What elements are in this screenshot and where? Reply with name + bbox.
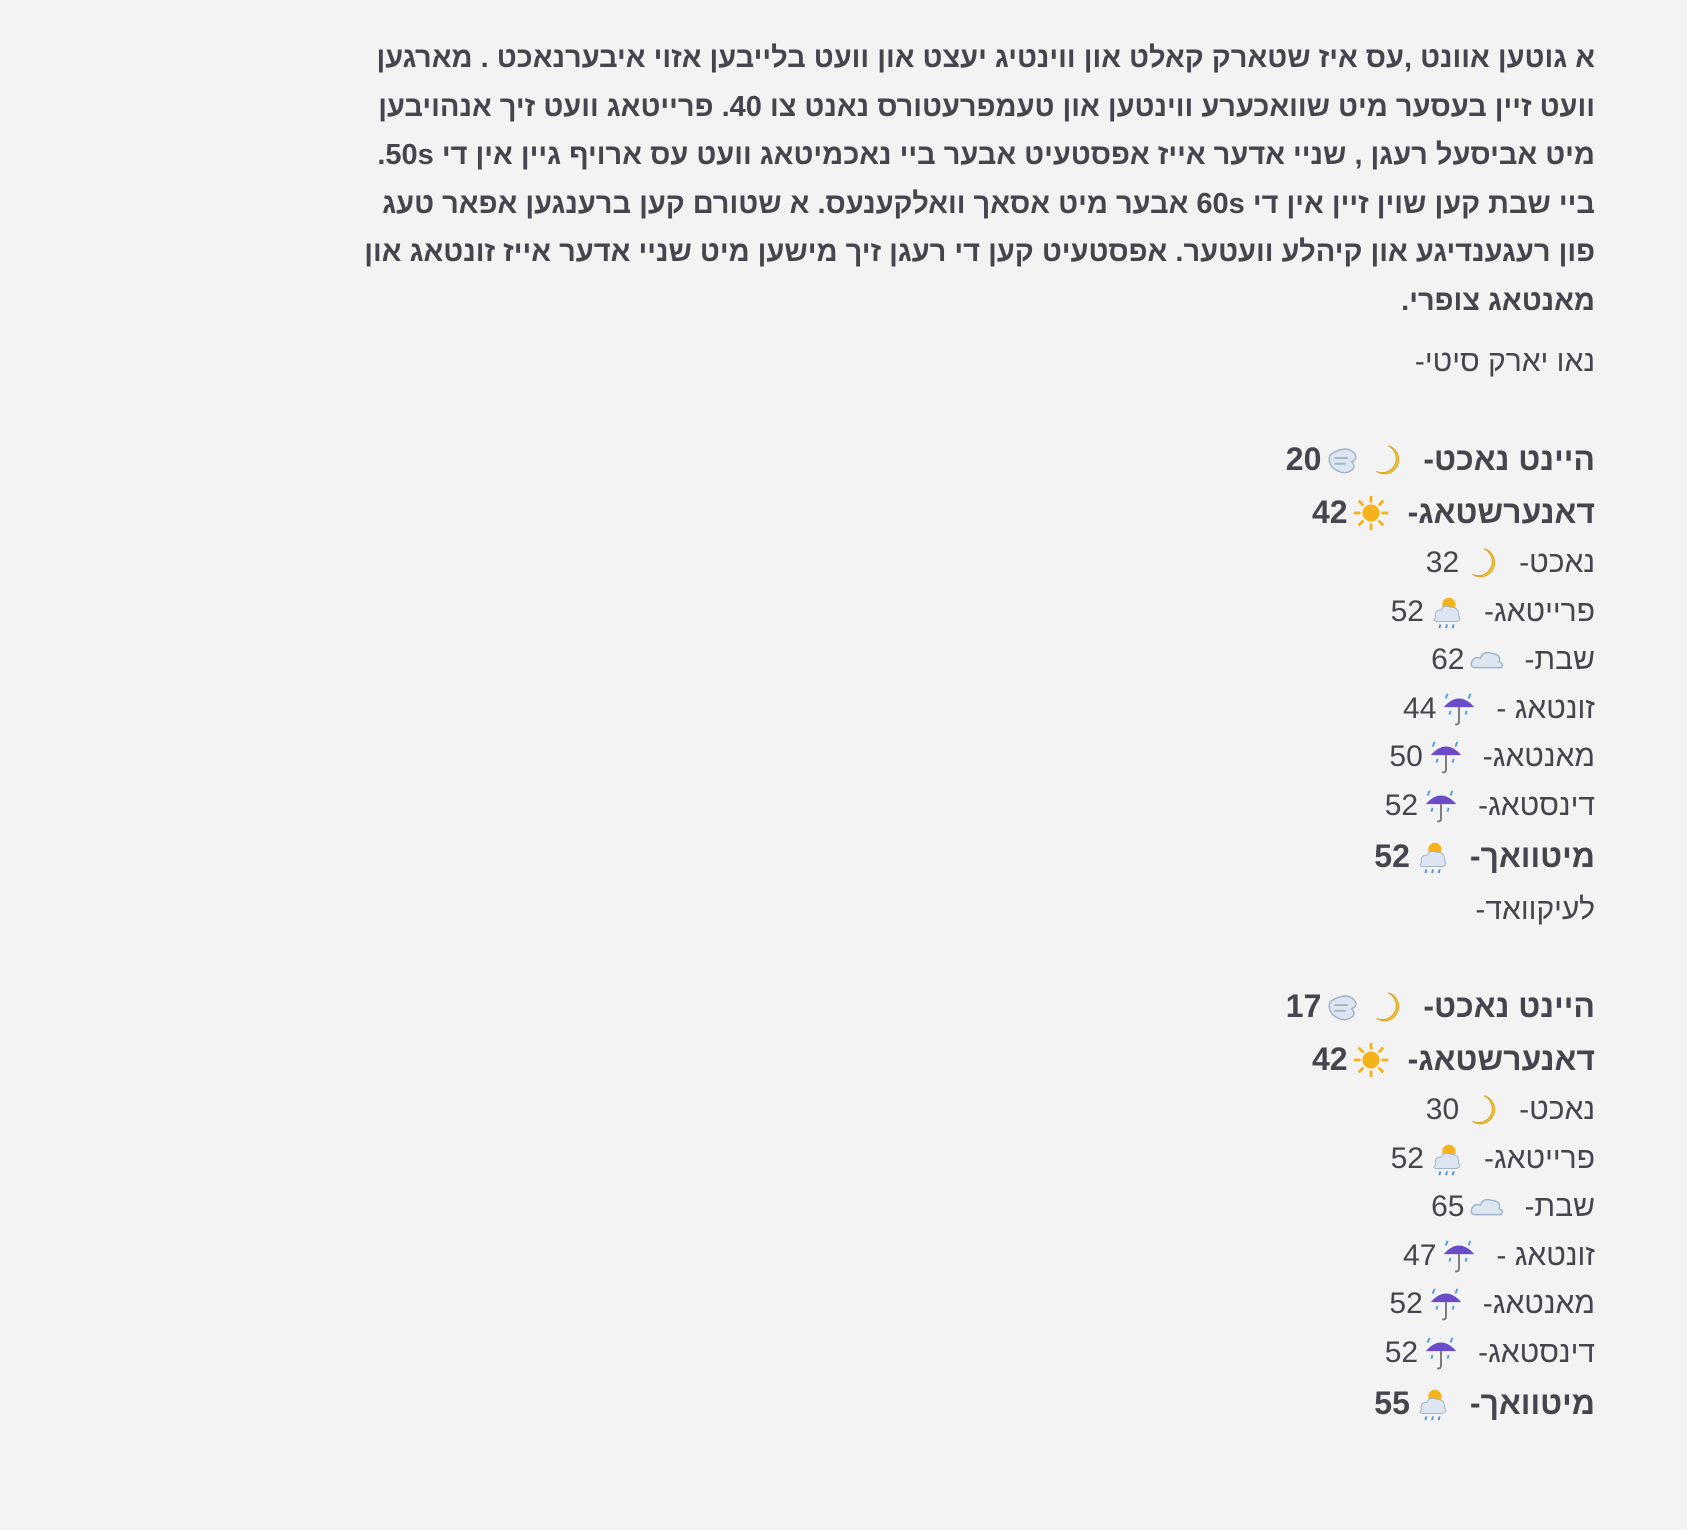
forecast-day: מיטוואך- (1469, 1385, 1595, 1421)
forecast-day: מיטוואך- (1469, 838, 1595, 874)
forecast-day: היינט נאכט- (1423, 988, 1595, 1024)
cloud-icon (1468, 641, 1506, 679)
intro-line: פון רעגענדיגע און קיהלע וועטער. אפסטעיט קען די רעגן זיך מישען מיט שניי אדער אייז זונטאג און (364, 236, 1595, 268)
forecast-row (895, 1280, 1595, 1329)
forecast-row (895, 1183, 1595, 1232)
intro-line: מיט אביסעל רעגן , שניי אדער אייז אפסטעיט אבער ביי נאכמיטאג וועט עס ארויף גיין אין די 50s. (377, 139, 1595, 171)
forecast-temp: 50 (1389, 740, 1423, 774)
forecast-temp: 52 (1384, 1335, 1419, 1369)
intro-line: וועט זיין בעסער מיט שוואכערע ווינטען און טעמפרעטורס נאנט צו 40. פרייטאג וועט זיך אנהויבען (378, 90, 1595, 123)
forecast-row (895, 1329, 1595, 1378)
forecast-row (895, 1377, 1595, 1430)
cloud-icon (1468, 1188, 1506, 1226)
forecast-day: מאנטאג- (1482, 740, 1595, 774)
sun-icon (1352, 1041, 1390, 1079)
forecast-temp: 30 (1425, 1093, 1460, 1127)
forecast-row (895, 1232, 1595, 1281)
forecast-day: דאנערשטאג- (1407, 494, 1595, 530)
forecast-row (895, 588, 1595, 637)
forecast-row (895, 830, 1595, 883)
forecast-temp: 55 (1374, 1385, 1410, 1421)
forecast-temp: 42 (1311, 494, 1348, 530)
intro-line: ביי שבת קען שוין זיין אין די 60s אבער מיט אסאך וואלקענעס. א שטורם קען ברענגען אפאר טעג (382, 187, 1595, 220)
forecast-temp: 52 (1390, 594, 1424, 628)
umbrella-rain-icon (1440, 690, 1478, 728)
umbrella-rain-icon (1427, 1285, 1465, 1323)
forecast-day: שבת- (1524, 643, 1595, 677)
moon-icon (1463, 544, 1501, 582)
forecast-temp: 52 (1384, 788, 1419, 822)
umbrella-rain-icon (1422, 1334, 1460, 1372)
city-heading: לעיקוואד- (1475, 893, 1595, 926)
forecast-row (895, 433, 1595, 486)
forecast-day: פרייטאג- (1483, 594, 1595, 628)
forecast-day: היינט נאכט- (1423, 441, 1595, 477)
wind-icon (1325, 988, 1363, 1026)
umbrella-rain-icon (1427, 738, 1465, 776)
forecast-temp: 32 (1425, 546, 1460, 580)
umbrella-rain-icon (1422, 787, 1460, 825)
forecast-temp: 65 (1431, 1190, 1465, 1224)
forecast-temp: 20 (1285, 441, 1322, 477)
forecast-list (895, 980, 1595, 1430)
forecast-row (895, 486, 1595, 539)
wind-icon (1325, 441, 1363, 479)
forecast-row (895, 1135, 1595, 1184)
moon-icon (1463, 1091, 1501, 1129)
sun-icon (1352, 494, 1390, 532)
forecast-day: דינסטאג- (1478, 788, 1595, 822)
sun-rain-icon (1414, 1385, 1452, 1423)
forecast-day: זונטאג - (1496, 691, 1595, 725)
forecast-temp: 17 (1285, 988, 1322, 1024)
forecast-temp: 62 (1431, 643, 1465, 677)
intro-line: א גוטען אוונט ,עס איז שטארק קאלט און ווינטיג יעצט און וועט בלייבען אזוי איבערנאכט . מארגען (376, 42, 1595, 74)
forecast-day: נאכט- (1519, 546, 1595, 580)
forecast-day: פרייטאג- (1483, 1141, 1595, 1175)
umbrella-rain-icon (1440, 1237, 1478, 1275)
sun-rain-icon (1428, 1140, 1466, 1178)
forecast-row (895, 685, 1595, 734)
forecast-row (895, 539, 1595, 588)
forecast-temp: 42 (1311, 1041, 1348, 1077)
moon-icon (1367, 441, 1405, 479)
forecast-row (895, 782, 1595, 831)
forecast-day: מאנטאג- (1482, 1287, 1595, 1321)
forecast-temp: 52 (1390, 1141, 1424, 1175)
forecast-row (895, 733, 1595, 782)
forecast-day: נאכט- (1519, 1093, 1595, 1127)
forecast-temp: 52 (1389, 1287, 1423, 1321)
intro-paragraph (275, 34, 1595, 325)
sun-rain-icon (1428, 593, 1466, 631)
city-heading: נאו יארק סיטי- (1414, 345, 1595, 378)
intro-line: מאנטאג צופרי. (1401, 284, 1595, 317)
sun-rain-icon (1414, 838, 1452, 876)
forecast-row (895, 1033, 1595, 1086)
forecast-day: דאנערשטאג- (1407, 1041, 1595, 1077)
forecast-row (895, 636, 1595, 685)
forecast-row (895, 980, 1595, 1033)
forecast-day: דינסטאג- (1478, 1335, 1595, 1369)
forecast-day: זונטאג - (1496, 1238, 1595, 1272)
forecast-temp: 44 (1403, 691, 1437, 725)
forecast-temp: 52 (1374, 838, 1410, 874)
forecast-temp: 47 (1403, 1238, 1437, 1272)
forecast-row (895, 1086, 1595, 1135)
forecast-day: שבת- (1524, 1190, 1595, 1224)
forecast-list (895, 433, 1595, 883)
moon-icon (1367, 988, 1405, 1026)
